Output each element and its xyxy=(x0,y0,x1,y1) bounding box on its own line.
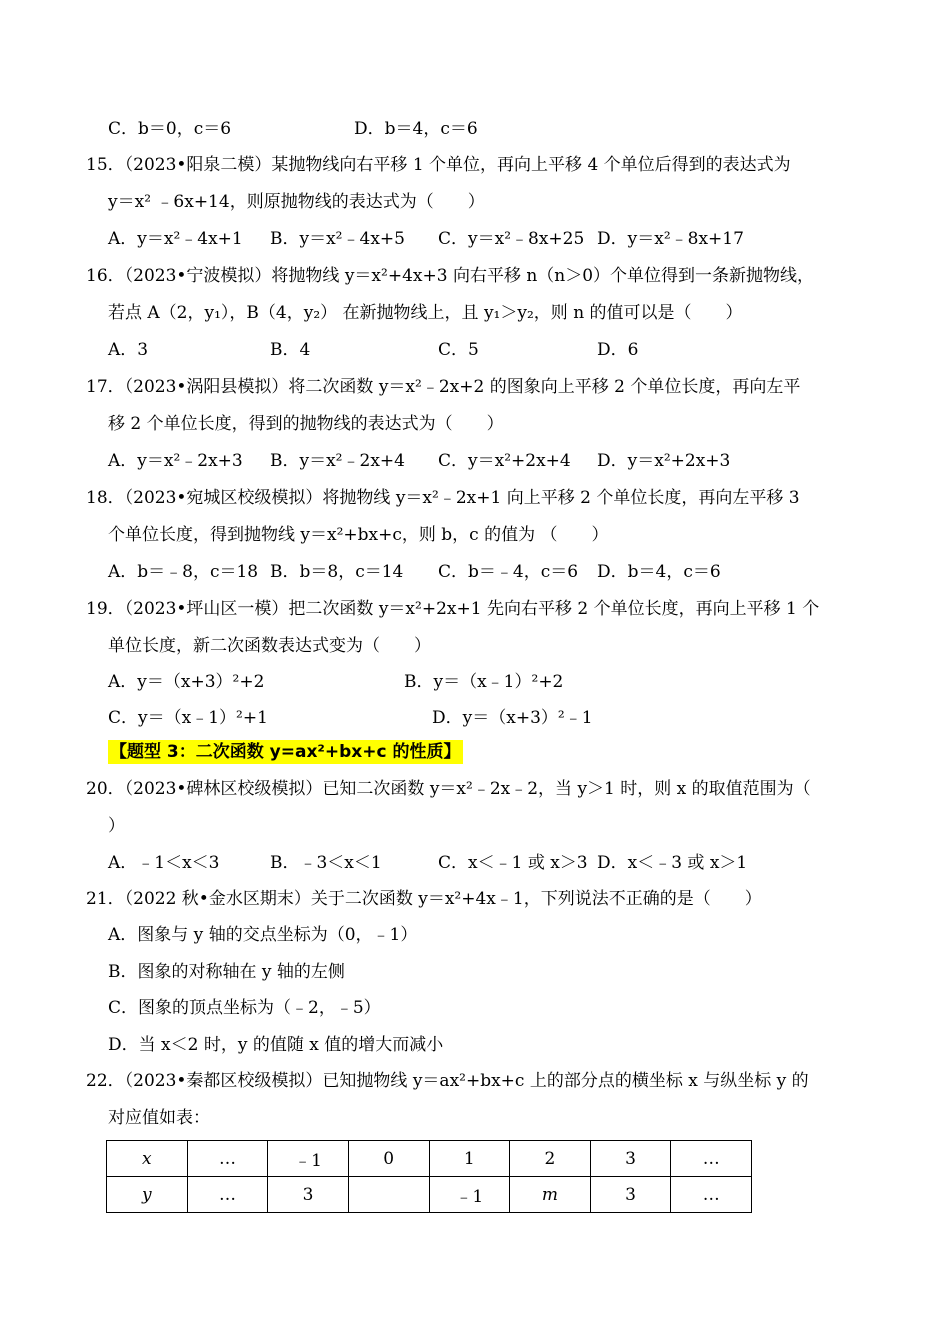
table-cell: ﹣1 xyxy=(268,1141,349,1177)
q20-stem-line1: 20．（2023•碑林区校级模拟）已知二次函数 y＝x²﹣2x﹣2，当 y＞1 时，则 x 的取值范围为（ xyxy=(86,779,811,799)
q21-option-c: C．图象的顶点坐标为（﹣2，﹣5） xyxy=(108,998,381,1018)
table-row-y xyxy=(107,1177,752,1213)
q19-stem-line1: 19．（2023•坪山区一模）把二次函数 y＝x²+2x+1 先向右平移 2 个单位长度，再向上平移 1 个 xyxy=(86,599,820,619)
table-cell: … xyxy=(187,1141,268,1177)
q18-stem-line1: 18．（2023•宛城区校级模拟）将抛物线 y＝x²﹣2x+1 向上平移 2 个单位长度，再向左平移 3 xyxy=(86,488,800,508)
q16-option-a: A．3 xyxy=(108,340,149,360)
q20-stem-line2: ） xyxy=(108,816,125,836)
q16-option-b: B．4 xyxy=(270,340,311,360)
q17-option-c: C．y＝x²+2x+4 xyxy=(438,451,571,471)
q22-stem-line2: 对应值如表： xyxy=(108,1108,210,1128)
q17-option-b: B．y＝x²﹣2x+4 xyxy=(270,451,405,471)
q18-stem-line2: 个单位长度，得到抛物线 y＝x²+bx+c，则 b，c 的值为 （ ） xyxy=(108,525,609,545)
q21-option-b: B．图象的对称轴在 y 轴的左侧 xyxy=(108,962,345,982)
q19-option-b: B．y＝（x﹣1）²+2 xyxy=(404,672,564,692)
table-row-x xyxy=(107,1141,752,1177)
q15-stem-line2: y＝x² ﹣6x+14，则原抛物线的表达式为（ ） xyxy=(108,192,485,212)
q19-stem-line2: 单位长度，新二次函数表达式变为（ ） xyxy=(108,636,431,656)
q19-option-d: D．y＝（x+3）²﹣1 xyxy=(432,708,593,728)
q21-option-d: D．当 x＜2 时，y 的值随 x 值的增大而减小 xyxy=(108,1035,444,1055)
q15-option-b: B．y＝x²﹣4x+5 xyxy=(270,229,405,249)
q15-stem-line1: 15．（2023•阳泉二模）某抛物线向右平移 1 个单位，再向上平移 4 个单位后得到的表达式为 xyxy=(86,155,791,175)
q14-option-d: D．b＝4，c＝6 xyxy=(354,119,478,139)
q16-option-d: D．6 xyxy=(597,340,639,360)
q18-option-a: A．b＝﹣8，c＝18 xyxy=(108,562,259,582)
table-cell: m xyxy=(510,1177,591,1213)
value-table xyxy=(106,1140,752,1213)
table-cell: 3 xyxy=(590,1177,671,1213)
q17-stem-line2: 移 2 个单位长度，得到的抛物线的表达式为（ ） xyxy=(108,414,504,434)
q20-option-d: D．x＜﹣3 或 x＞1 xyxy=(597,853,748,873)
table-cell: … xyxy=(671,1141,752,1177)
table-cell: … xyxy=(671,1177,752,1213)
table-cell: ﹣1 xyxy=(429,1177,510,1213)
table-cell: 2 xyxy=(510,1141,591,1177)
q16-stem-line2: 若点 A（2，y₁），B（4，y₂） 在新抛物线上，且 y₁＞y₂，则 n 的值可以是（ ） xyxy=(108,303,743,323)
q21-option-a: A．图象与 y 轴的交点坐标为（0，﹣1） xyxy=(108,925,418,945)
q17-stem-line1: 17．（2023•涡阳县模拟）将二次函数 y＝x²﹣2x+2 的图象向上平移 2 个单位长度，再向左平 xyxy=(86,377,801,397)
q21-stem-line1: 21．（2022 秋•金水区期末）关于二次函数 y＝x²+4x﹣1，下列说法不正确的是（ ） xyxy=(86,889,762,909)
q18-option-c: C．b＝﹣4，c＝6 xyxy=(438,562,579,582)
q20-option-c: C．x＜﹣1 或 x＞3 xyxy=(438,853,588,873)
q19-option-c: C．y＝（x﹣1）²+1 xyxy=(108,708,268,728)
q18-option-d: D．b＝4，c＝6 xyxy=(597,562,721,582)
table-cell: y xyxy=(107,1177,188,1213)
q19-option-a: A．y＝（x+3）²+2 xyxy=(108,672,265,692)
table-cell: 1 xyxy=(429,1141,510,1177)
q17-option-d: D．y＝x²+2x+3 xyxy=(597,451,731,471)
q15-option-a: A．y＝x²﹣4x+1 xyxy=(108,229,243,249)
table-cell: 3 xyxy=(590,1141,671,1177)
q17-option-a: A．y＝x²﹣2x+3 xyxy=(108,451,243,471)
table-cell xyxy=(348,1177,429,1213)
q15-option-d: D．y＝x²﹣8x+17 xyxy=(597,229,744,249)
q16-option-c: C．5 xyxy=(438,340,479,360)
q22-stem-line1: 22．（2023•秦都区校级模拟）已知抛物线 y＝ax²+bx+c 上的部分点的横坐标 x 与纵坐标 y 的 xyxy=(86,1071,809,1091)
q18-option-b: B．b＝8，c＝14 xyxy=(270,562,404,582)
q14-option-c: C．b＝0，c＝6 xyxy=(108,119,232,139)
q20-option-b: B．﹣3＜x＜1 xyxy=(270,853,382,873)
table-cell: … xyxy=(187,1177,268,1213)
q15-option-c: C．y＝x²﹣8x+25 xyxy=(438,229,585,249)
table-cell: 0 xyxy=(348,1141,429,1177)
q20-option-a: A．﹣1＜x＜3 xyxy=(108,853,220,873)
q16-stem-line1: 16．（2023•宁波模拟）将抛物线 y＝x²+4x+3 向右平移 n（n＞0）个单位得到一条新抛物线， xyxy=(86,266,815,286)
section-heading: 【题型 3：二次函数 y=ax²+bx+c 的性质】 xyxy=(110,742,461,762)
table-cell: 3 xyxy=(268,1177,349,1213)
table-cell: x xyxy=(107,1141,188,1177)
